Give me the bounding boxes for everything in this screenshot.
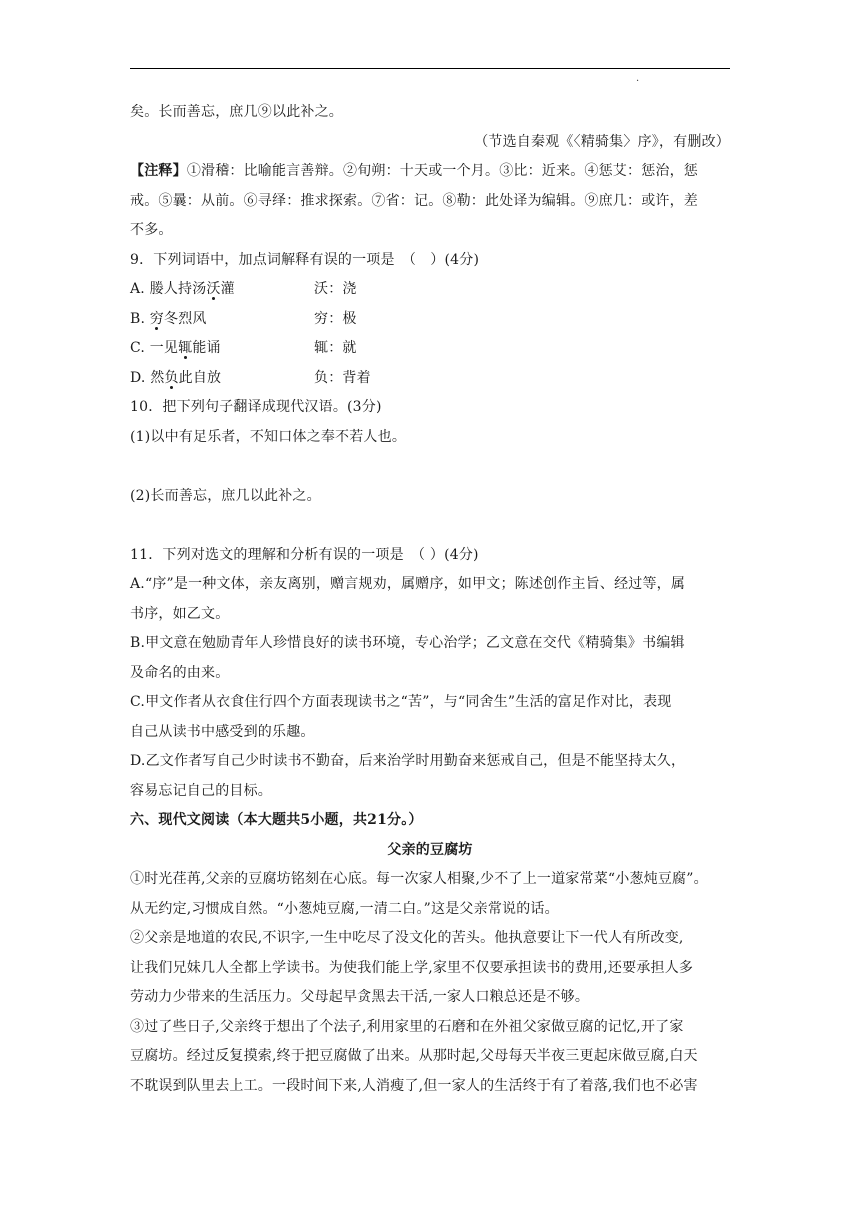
q10-sentence-2: (2)长而善忘，庶几以此补之。: [130, 487, 321, 504]
q11-line-5: C.甲文作者从衣食住行四个方面表现读书之“苦”，与“同舍生”生活的富足作对比，表现: [130, 694, 672, 710]
term-post: 此自放: [178, 369, 222, 386]
q9-option-c-gloss: 辄：就: [314, 340, 357, 356]
excerpt-tail: 矣。长而善忘，庶几⑨以此补之。: [130, 104, 343, 120]
q11-line-6: 自己从读书中感受到的乐趣。: [130, 723, 315, 740]
q9-option-a: [130, 275, 730, 305]
q11-line-4: 及命名的由来。: [130, 664, 230, 681]
term-pre: 然: [150, 369, 165, 386]
passage-line-8: 不耽误到队里去上工。一段时间下来,人消瘦了,但一家人的生活终于有了着落,我们也不必害: [130, 1077, 698, 1094]
q11-line-1: A.“序”是一种文体，亲友离别，赠言规劝，属赠序，如甲文；陈述创作主旨、经过等，属: [130, 576, 686, 592]
q9-option-c-term: [130, 334, 314, 364]
dotted-char: 负: [164, 369, 179, 386]
header-rule: [130, 68, 730, 69]
q11-line-7: D.乙文作者写自己少时读书不勤奋，后来治学时用勤奋来惩戒自己，但是不能坚持太久，: [130, 753, 686, 769]
notes-line-3: 不多。: [130, 222, 173, 238]
dotted-char: 辄: [178, 340, 193, 356]
option-letter: C.: [130, 340, 146, 356]
header-dot: ·: [636, 76, 640, 87]
answer-space: [130, 452, 730, 482]
passage-line-1: ①时光荏苒,父亲的豆腐坊铭刻在心底。每一次家人相聚,少不了上一道家常菜“小葱炖豆腐”。: [130, 871, 708, 887]
q11-line-2: 书序，如乙文。: [130, 605, 230, 622]
term-post: 冬烈风: [164, 310, 207, 327]
option-letter: D.: [130, 369, 146, 386]
q9-option-b: [130, 305, 730, 335]
passage-line-4: 让我们兄妹几人全都上学读书。为使我们能上学,家里不仅要承担读书的费用,还要承担人多: [130, 959, 694, 976]
passage-line-3: ②父亲是地道的农民,不识字,一生中吃尽了没文化的苦头。他执意要让下一代人有所改变,: [130, 930, 684, 946]
q9-option-b-term: [130, 305, 314, 335]
option-letter: B.: [130, 310, 146, 327]
q9-option-d: [130, 364, 730, 394]
term-post: 灌: [220, 281, 235, 297]
answer-space: [130, 511, 730, 541]
passage-line-7: 豆腐坊。经过反复摸索,终于把豆腐做了出来。从那时起,父母每天半夜三更起床做豆腐,白天: [130, 1048, 698, 1064]
q9-option-d-gloss: 负：背着: [314, 369, 371, 386]
passage-line-5: 劳动力少带来的生活压力。父母起早贪黑去干活,一家人口粮总还是不够。: [130, 989, 590, 1005]
section-heading: 六、现代文阅读（本大题共5小题，共21分。）: [130, 812, 423, 828]
term-pre: 一见: [149, 340, 179, 356]
notes-label: 【注释】: [130, 163, 187, 179]
notes-text-1: ①滑稽：比喻能言善辩。②旬朔：十天或一个月。③比：近来。④惩艾：惩治，惩: [186, 163, 699, 179]
q11-line-8: 容易忘记自己的目标。: [130, 782, 272, 799]
q9-option-c: [130, 334, 730, 364]
page-content: [130, 98, 730, 1101]
passage-line-6: ③过了些日子,父亲终于想出了个法子,利用家里的石磨和在外祖父家做豆腐的记忆,开了家: [130, 1018, 684, 1035]
q9-option-b-gloss: 穷：极: [314, 310, 357, 327]
dotted-char: 沃: [206, 281, 221, 297]
passage-line-2: 从无约定,习惯成自然。“小葱炖豆腐,一清二白。”这是父亲常说的话。: [130, 900, 559, 917]
dotted-char: 穷: [149, 310, 164, 327]
q11-stem: 11．下列对选文的理解和分析有误的一项是 （ ）(4分): [130, 546, 479, 563]
q9-option-d-term: [130, 364, 314, 394]
q10-sentence-1: (1)以中有足乐者，不知口体之奉不若人也。: [130, 428, 407, 445]
term-post: 能诵: [192, 340, 221, 356]
passage-title: 父亲的豆腐坊: [387, 841, 473, 858]
term-pre: 媵人持汤: [149, 281, 207, 297]
q9-stem: 9．下列词语中，加点词解释有误的一项是 （ ）(4分): [130, 251, 480, 268]
q10-stem: 10．把下列句子翻译成现代汉语。(3分): [130, 399, 382, 415]
q9-option-a-term: [130, 275, 314, 305]
notes-line-2: 戒。⑤曩：从前。⑥寻绎：推求探索。⑦省：记。⑧勒：此处译为编辑。⑨庶几：或许，差: [130, 192, 698, 209]
option-letter: A.: [130, 281, 145, 297]
q11-line-3: B.甲文意在勉励青年人珍惜良好的读书环境，专心治学；乙文意在交代《精骑集》书编辑: [130, 635, 685, 651]
source-citation: （节选自秦观《〈精骑集〉序》，有删改）: [474, 133, 730, 150]
q9-option-a-gloss: 沃：浇: [314, 281, 357, 297]
notes-line-1: [130, 157, 730, 187]
